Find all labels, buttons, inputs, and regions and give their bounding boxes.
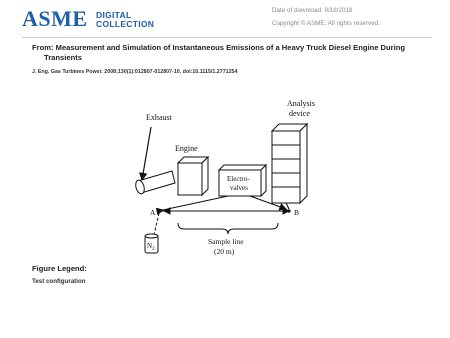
n2-label: $N_2$ [147, 242, 155, 252]
logo-wordmark: ASME [22, 6, 88, 31]
logo-subtitle-line2: COLLECTION [96, 19, 155, 29]
article-citation[interactable]: J. Eng. Gas Turbines Power. 2008;130(1):012807-012807-10. doi:10.1115/1.2771254 [32, 69, 238, 75]
article-title-line1: From: Measurement and Simulation of Instantaneous Emissions of a Heavy Truck Diesel Engine During [32, 43, 406, 52]
exhaust-arrow [142, 127, 151, 180]
engine-label: Engine [175, 144, 198, 153]
electro-valves-label-line1: Electro- [227, 175, 250, 183]
download-date: Date of download: 9/18/2018 [272, 7, 353, 14]
engine-block [178, 157, 208, 195]
sample-line [160, 196, 289, 211]
point-b-label: B [294, 208, 300, 217]
analysis-device [272, 124, 307, 203]
point-a-label: A [150, 208, 156, 217]
figure-legend-text: Test configuration [32, 278, 86, 285]
exhaust-pipe [134, 171, 175, 195]
sample-line-brace [178, 223, 278, 234]
point-b-marker [287, 209, 290, 212]
analysis-device-label-line2: device [289, 109, 310, 118]
sample-line-label-line1: Sample line [208, 237, 244, 246]
analysis-device-label-line1: Analysis [287, 99, 315, 108]
point-a-marker [158, 209, 161, 212]
exhaust-label: Exhaust [146, 113, 172, 122]
article-title-line2: Transients [44, 53, 82, 62]
sample-line-label-line2: (20 m) [214, 247, 235, 256]
figure-legend-title: Figure Legend: [32, 264, 87, 273]
electro-valves-label-line2: valves [230, 184, 248, 192]
logo-subtitle-line1: DIGITAL [96, 10, 132, 20]
copyright-notice: Copyright © ASME. All rights reserved. [272, 20, 380, 27]
